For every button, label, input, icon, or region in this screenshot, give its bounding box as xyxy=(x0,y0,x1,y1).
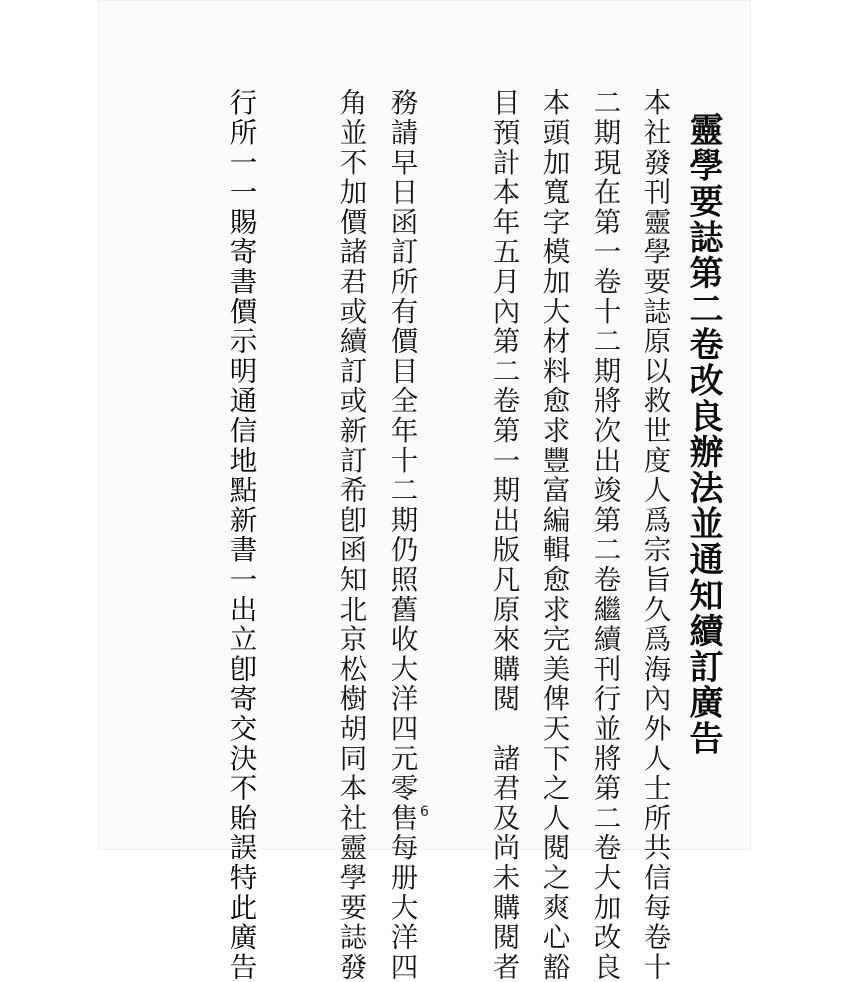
body-column-2: 二期現在第一卷十二期將次出竣第二卷繼續刊行並將第二卷大加改良 xyxy=(588,88,621,982)
document-page xyxy=(98,0,751,982)
body-column-1: 本社發刊靈學要誌原以救世度人爲宗旨久爲海內外人士所共信每卷十 xyxy=(638,88,671,982)
advertisement-title: 靈學要誌第二卷改良辦法並通知續訂廣告 xyxy=(683,112,723,757)
body-column-7: 行所一一賜寄書價示明通信地點新書一出立卽寄交決不貽誤特此廣告 xyxy=(224,88,257,982)
body-column-6: 角並不加價諸君或續訂或新訂希卽函知北京松樹胡同本社靈學要誌發 xyxy=(334,88,367,982)
body-column-3: 本頭加寬字模加大材料愈求豐富編輯愈求完美俾天下之人閱之爽心豁 xyxy=(537,88,570,982)
page-number: 6 xyxy=(420,804,429,820)
body-column-4: 目預計本年五月內第二卷第一期出版凡原來購閱 諸君及尚未購閱者 xyxy=(487,88,520,982)
body-column-5: 務請早日函訂所有價目全年十二期仍照舊收大洋四元零售每册大洋四 xyxy=(385,88,418,982)
